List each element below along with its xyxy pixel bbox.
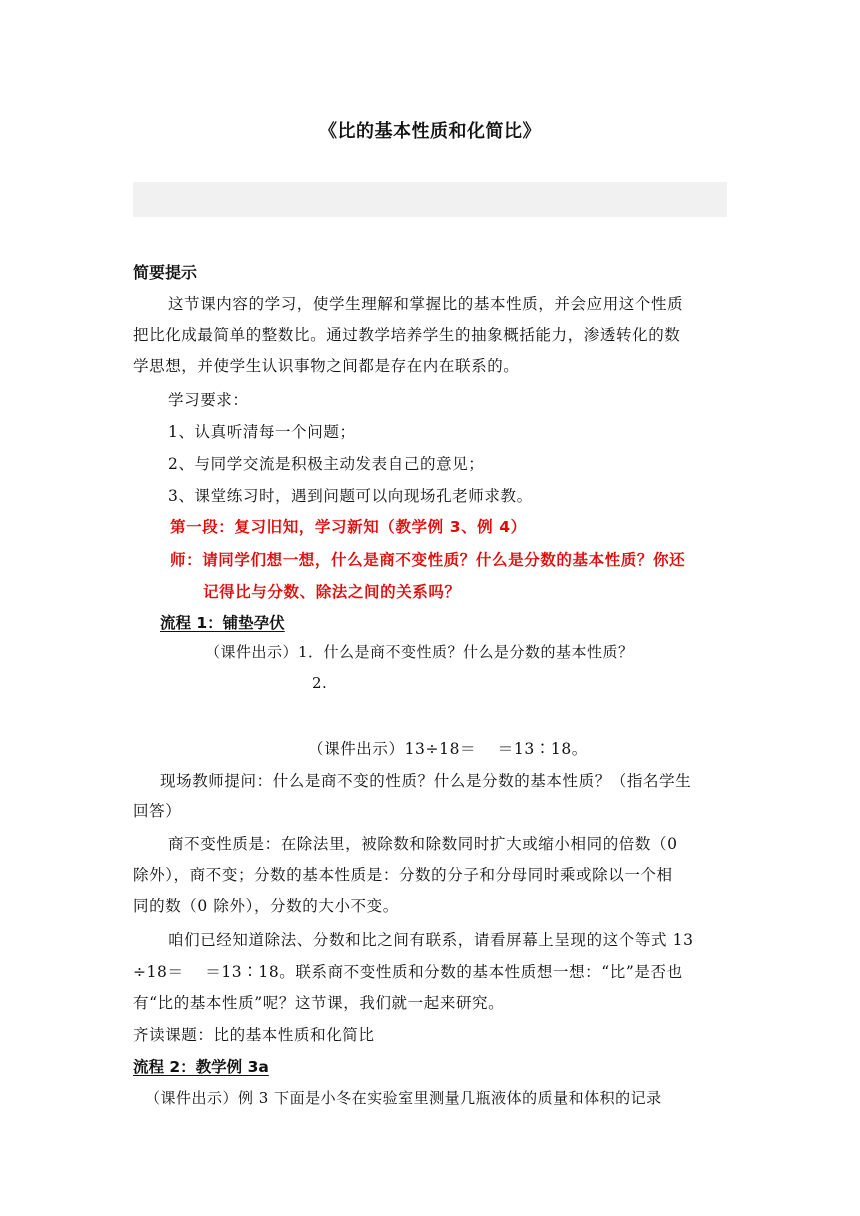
summary-line-3: 学思想，并使学生认识事物之间都是存在内在联系的。: [133, 357, 520, 375]
summary-line-2: 把比化成最简单的整数比。通过教学培养学生的抽象概括能力，渗透转化的数: [133, 326, 681, 344]
teacher-question-line-1: 师：请同学们想一想，什么是商不变性质？什么是分数的基本性质？你还: [170, 551, 686, 569]
courseware-show-1: （课件出示）1．什么是商不变性质？什么是分数的基本性质？: [205, 643, 634, 661]
requirement-item: 3、课堂练习时，遇到问题可以向现场孔老师求教。: [168, 487, 533, 505]
flow1-line: 商不变性质是：在除法里，被除数和除数同时扩大或缩小相同的倍数（0: [168, 835, 678, 853]
shaded-placeholder-box: [133, 182, 727, 217]
requirements-heading: 学习要求：: [168, 391, 249, 409]
requirement-item: 2、与同学交流是积极主动发表自己的意见；: [168, 455, 485, 473]
requirement-item: 1、认真听清每一个问题；: [168, 423, 356, 441]
flow1-line: 有“比的基本性质”呢？这节课，我们就一起来研究。: [133, 994, 505, 1012]
courseware-equation: （课件出示）13÷18＝ ＝13∶18。: [308, 740, 588, 758]
flow1-heading: 流程 1：铺垫孕伏: [160, 614, 285, 632]
teacher-question-line-2: 记得比与分数、除法之间的关系吗？: [203, 583, 461, 601]
section1-heading: 第一段：复习旧知，学习新知（教学例 3、例 4）: [170, 518, 527, 536]
flow1-line: 现场教师提问：什么是商不变的性质？什么是分数的基本性质？（指名学生: [160, 772, 692, 790]
flow1-line: ÷18＝ ＝13∶18。联系商不变性质和分数的基本性质想一想：“比”是否也: [133, 963, 683, 981]
flow1-line: 除外），商不变；分数的基本性质是：分数的分子和分母同时乘或除以一个相: [133, 866, 673, 884]
flow2-heading: 流程 2：教学例 3a: [133, 1058, 269, 1076]
document-title: 《比的基本性质和化简比》: [319, 121, 541, 142]
flow2-line-1: （课件出示）例 3 下面是小冬在实验室里测量几瓶液体的质量和体积的记录: [145, 1089, 662, 1107]
courseware-show-2: 2.: [312, 674, 328, 692]
flow1-line: 咱们已经知道除法、分数和比之间有联系，请看屏幕上呈现的这个等式 13: [168, 931, 694, 949]
flow1-line: 同的数（0 除外），分数的大小不变。: [133, 897, 399, 915]
summary-heading: 简要提示: [133, 263, 198, 282]
summary-line-1: 这节课内容的学习，使学生理解和掌握比的基本性质，并会应用这个性质: [168, 295, 684, 313]
flow1-line: 齐读课题：比的基本性质和化简比: [133, 1026, 375, 1044]
flow1-line: 回答）: [133, 802, 182, 820]
